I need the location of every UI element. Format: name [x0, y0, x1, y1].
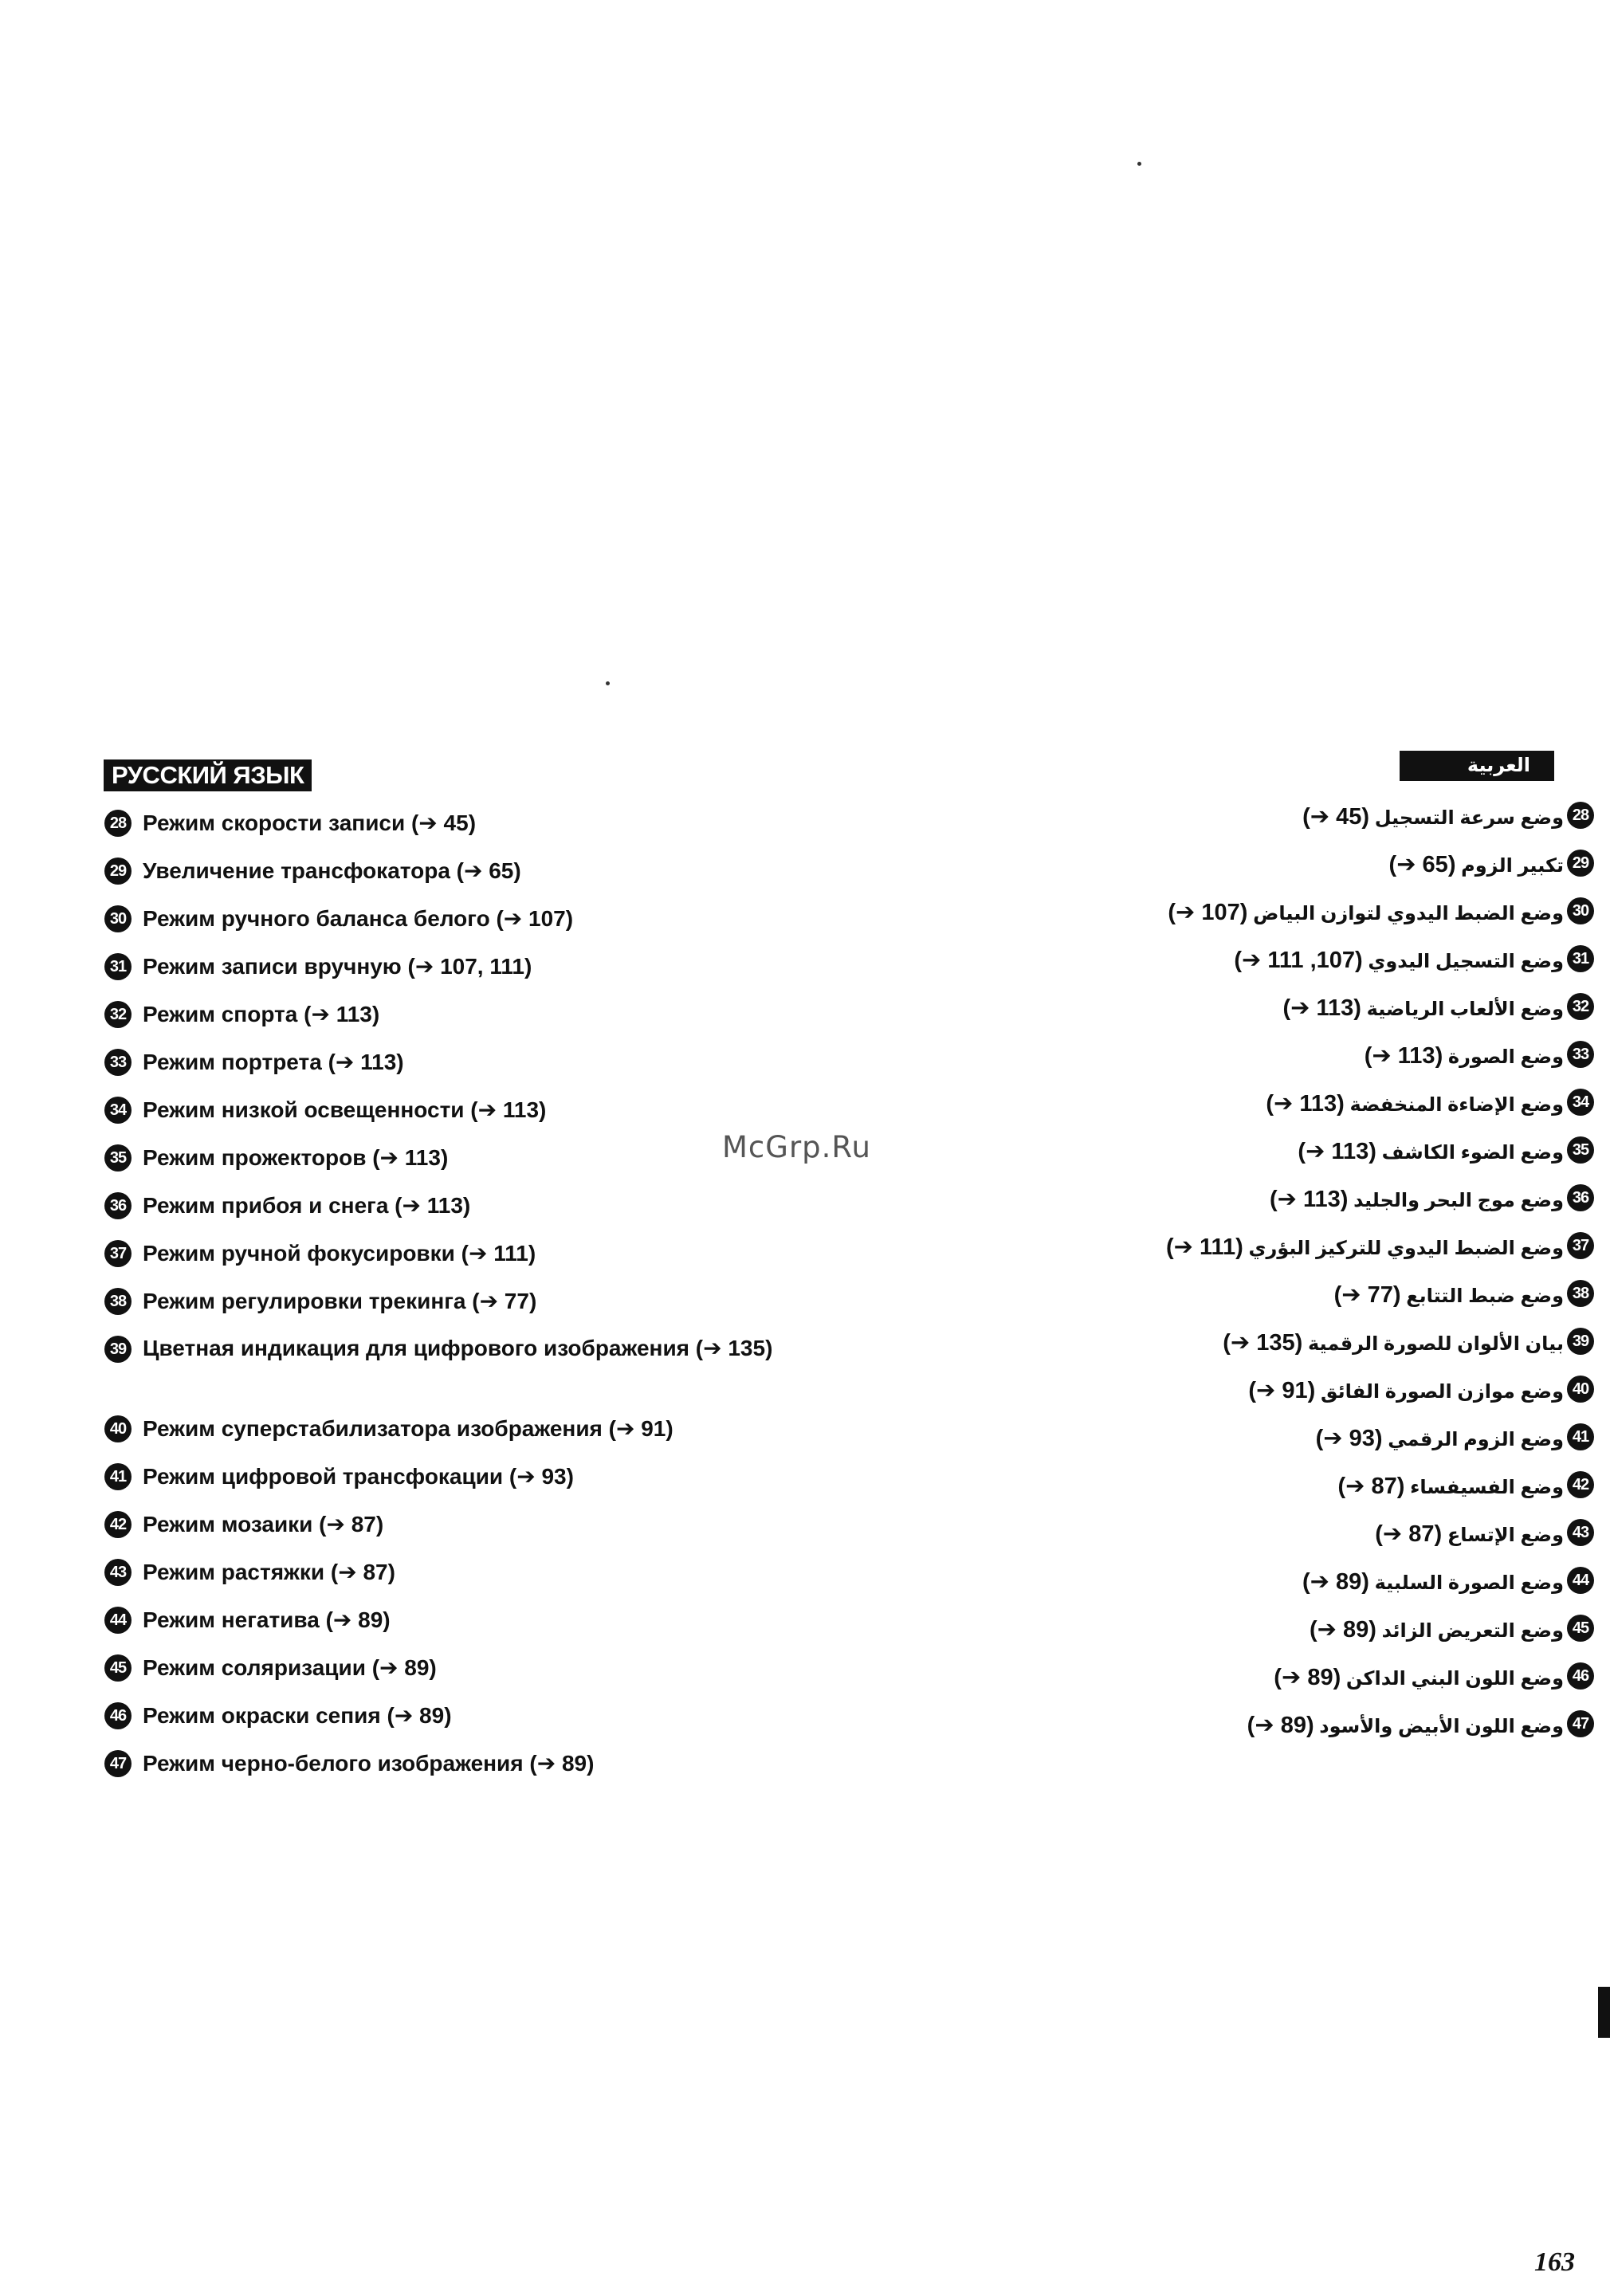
item-text: Режим спорта (➔ 113)	[143, 1002, 380, 1026]
item-text: وضع الزوم الرقمي	[1388, 1429, 1564, 1450]
item-text: Увеличение трансфокатора (➔ 65)	[143, 858, 521, 883]
item-number-badge: 43	[104, 1559, 132, 1586]
list-item	[104, 998, 941, 1046]
list-item	[1100, 1039, 1594, 1087]
item-text: Режим негатива (➔ 89)	[143, 1607, 391, 1632]
item-number-badge: 28	[104, 810, 132, 837]
list-item	[1100, 848, 1594, 896]
item-number-badge: 41	[104, 1463, 132, 1490]
page-reference: (89 ➔)	[1302, 1569, 1369, 1595]
page-reference: (89 ➔)	[1310, 1617, 1376, 1643]
item-text: Режим портрета (➔ 113)	[143, 1050, 404, 1074]
page-reference: (107 ➔)	[1168, 900, 1248, 925]
list-item	[1100, 896, 1594, 944]
item-text: وضع الإضاءة المنخفضة	[1349, 1094, 1564, 1116]
item-text: وضع سرعة التسجيل	[1374, 807, 1564, 829]
item-number-badge: 42	[1567, 1471, 1594, 1498]
item-text: وضع موازن الصورة الفائق	[1320, 1381, 1564, 1403]
list-item	[1100, 1326, 1594, 1374]
list-item	[104, 1699, 941, 1747]
item-number-badge: 34	[104, 1097, 132, 1124]
item-number-badge: 37	[1567, 1232, 1594, 1259]
item-text: Режим окраски сепия (➔ 89)	[143, 1703, 452, 1728]
page-reference: (113 ➔)	[1269, 1187, 1349, 1212]
item-number-badge: 30	[104, 905, 132, 932]
list-item	[104, 1046, 941, 1093]
item-number-badge: 28	[1567, 802, 1594, 829]
item-number-badge: 39	[1567, 1328, 1594, 1355]
page-reference: (107, 111 ➔)	[1234, 948, 1363, 973]
item-text: وضع اللون البني الداكن	[1345, 1668, 1564, 1690]
section-edge-tab	[1598, 1987, 1610, 2038]
arabic-item-list	[1100, 800, 1594, 1756]
item-number-badge: 47	[104, 1750, 132, 1777]
item-text: Режим регулировки трекинга (➔ 77)	[143, 1289, 537, 1313]
list-item	[104, 950, 941, 998]
page-reference: (113 ➔)	[1266, 1091, 1345, 1117]
list-item	[1100, 1135, 1594, 1183]
item-text: Режим мозаики (➔ 87)	[143, 1512, 384, 1537]
list-item	[1100, 1517, 1594, 1565]
page-number: 163	[1534, 2247, 1575, 2277]
item-number-badge: 36	[104, 1192, 132, 1219]
item-text: وضع الألعاب الرياضية	[1366, 999, 1564, 1020]
item-text: وضع الضبط اليدوي للتركيز البؤري	[1248, 1238, 1564, 1259]
item-number-badge: 38	[1567, 1280, 1594, 1307]
item-number-badge: 31	[104, 953, 132, 980]
list-item	[1100, 800, 1594, 848]
item-text: Режим ручной фокусировки (➔ 111)	[143, 1241, 536, 1266]
list-item	[1100, 1565, 1594, 1613]
page-reference: (91 ➔)	[1248, 1378, 1316, 1403]
list-item	[1100, 991, 1594, 1039]
item-number-badge: 34	[1567, 1089, 1594, 1116]
page-reference: (65 ➔)	[1388, 852, 1456, 877]
page-reference: (93 ➔)	[1315, 1426, 1383, 1451]
list-item	[1100, 1709, 1594, 1756]
item-number-badge: 37	[104, 1240, 132, 1267]
page-reference: (77 ➔)	[1333, 1282, 1401, 1308]
page-reference: (89 ➔)	[1247, 1713, 1314, 1738]
item-number-badge: 30	[1567, 897, 1594, 924]
list-item	[104, 1556, 941, 1603]
item-text: Режим цифровой трансфокации (➔ 93)	[143, 1464, 574, 1489]
list-item	[1100, 1278, 1594, 1326]
item-number-badge: 35	[104, 1144, 132, 1172]
item-text: وضع الإتساع	[1447, 1525, 1564, 1546]
item-text: وضع موج البحر والجليد	[1353, 1190, 1564, 1211]
item-number-badge: 32	[1567, 993, 1594, 1020]
item-number-badge: 45	[104, 1654, 132, 1682]
item-text: Режим растяжки (➔ 87)	[143, 1560, 395, 1584]
item-number-badge: 29	[104, 858, 132, 885]
page-reference: (45 ➔)	[1302, 804, 1370, 830]
page-reference: (113 ➔)	[1364, 1043, 1443, 1069]
item-text: Режим ручного баланса белого (➔ 107)	[143, 906, 574, 931]
item-number-badge: 46	[104, 1702, 132, 1729]
list-item	[104, 1508, 941, 1556]
list-item	[1100, 1470, 1594, 1517]
list-item	[1100, 1230, 1594, 1278]
list-item	[1100, 1374, 1594, 1422]
list-item	[1100, 944, 1594, 991]
item-number-badge: 31	[1567, 945, 1594, 972]
list-item	[104, 1237, 941, 1285]
list-item	[1100, 1613, 1594, 1661]
item-number-badge: 39	[104, 1336, 132, 1363]
item-number-badge: 44	[1567, 1567, 1594, 1594]
list-item	[1100, 1087, 1594, 1135]
item-text: Режим соляризации (➔ 89)	[143, 1655, 437, 1680]
list-item	[1100, 1183, 1594, 1230]
item-text: Цветная индикация для цифрового изображения (➔ 135)	[143, 1336, 773, 1360]
item-number-badge: 45	[1567, 1615, 1594, 1642]
list-item	[1100, 1422, 1594, 1470]
item-text: وضع ضبط التتابع	[1406, 1285, 1564, 1307]
item-text: Режим низкой освещенности (➔ 113)	[143, 1097, 547, 1122]
item-number-badge: 42	[104, 1511, 132, 1538]
page-reference: (87 ➔)	[1337, 1474, 1405, 1499]
list-item	[104, 1412, 941, 1460]
item-text: Режим прибоя и снега (➔ 113)	[143, 1193, 471, 1218]
section-label-russian: РУССКИЙ ЯЗЫК	[104, 759, 312, 791]
list-item	[104, 1189, 941, 1237]
page-reference: (135 ➔)	[1223, 1330, 1303, 1356]
item-text: Режим черно-белого изображения (➔ 89)	[143, 1751, 595, 1776]
item-number-badge: 44	[104, 1607, 132, 1634]
item-number-badge: 47	[1567, 1710, 1594, 1737]
item-number-badge: 38	[104, 1288, 132, 1315]
item-number-badge: 40	[104, 1415, 132, 1442]
list-item	[104, 1603, 941, 1651]
scan-speck	[1137, 162, 1141, 166]
page-reference: (111 ➔)	[1165, 1234, 1243, 1260]
item-number-badge: 40	[1567, 1376, 1594, 1403]
list-item	[104, 807, 941, 854]
list-item	[104, 854, 941, 902]
list-item	[104, 1747, 941, 1795]
watermark: McGrp.Ru	[722, 1130, 871, 1164]
scan-speck	[606, 681, 610, 685]
list-item	[104, 1651, 941, 1699]
item-text: وضع الفسيفساء	[1410, 1477, 1564, 1498]
item-number-badge: 46	[1567, 1662, 1594, 1690]
item-number-badge: 41	[1567, 1423, 1594, 1450]
item-number-badge: 29	[1567, 850, 1594, 877]
page-reference: (113 ➔)	[1298, 1139, 1376, 1164]
list-item	[104, 902, 941, 950]
page-reference: (113 ➔)	[1282, 995, 1361, 1021]
item-text: Режим скорости записи (➔ 45)	[143, 810, 477, 835]
item-text: وضع الصورة	[1447, 1046, 1564, 1068]
list-item	[104, 1285, 941, 1332]
item-text: بيان الألوان للصورة الرقمية	[1308, 1333, 1564, 1355]
list-item	[1100, 1661, 1594, 1709]
russian-item-list	[104, 807, 941, 1795]
item-text: وضع التسجيل اليدوي	[1368, 951, 1564, 972]
item-number-badge: 36	[1567, 1184, 1594, 1211]
item-number-badge: 32	[104, 1001, 132, 1028]
list-item	[104, 1332, 941, 1412]
item-text: Режим прожекторов (➔ 113)	[143, 1145, 449, 1170]
item-text: Режим суперстабилизатора изображения (➔ 91)	[143, 1416, 673, 1441]
item-text: وضع التعريض الزائد	[1381, 1620, 1564, 1642]
item-text: وضع الضبط اليدوي لتوازن البياض	[1253, 903, 1564, 924]
item-text: Режим записи вручную (➔ 107, 111)	[143, 954, 532, 979]
item-text: وضع اللون الأبيض والأسود	[1319, 1716, 1564, 1737]
item-number-badge: 43	[1567, 1519, 1594, 1546]
item-text: وضع الصورة السلبية	[1374, 1572, 1564, 1594]
page-reference: (89 ➔)	[1274, 1665, 1341, 1690]
item-number-badge: 33	[104, 1049, 132, 1076]
item-text: تكبير الزوم	[1461, 855, 1564, 877]
section-label-arabic: العربية	[1400, 751, 1554, 781]
list-item	[104, 1460, 941, 1508]
item-text: وضع الضوء الكاشف	[1381, 1142, 1564, 1164]
page-reference: (87 ➔)	[1375, 1521, 1443, 1547]
item-number-badge: 33	[1567, 1041, 1594, 1068]
item-number-badge: 35	[1567, 1136, 1594, 1164]
